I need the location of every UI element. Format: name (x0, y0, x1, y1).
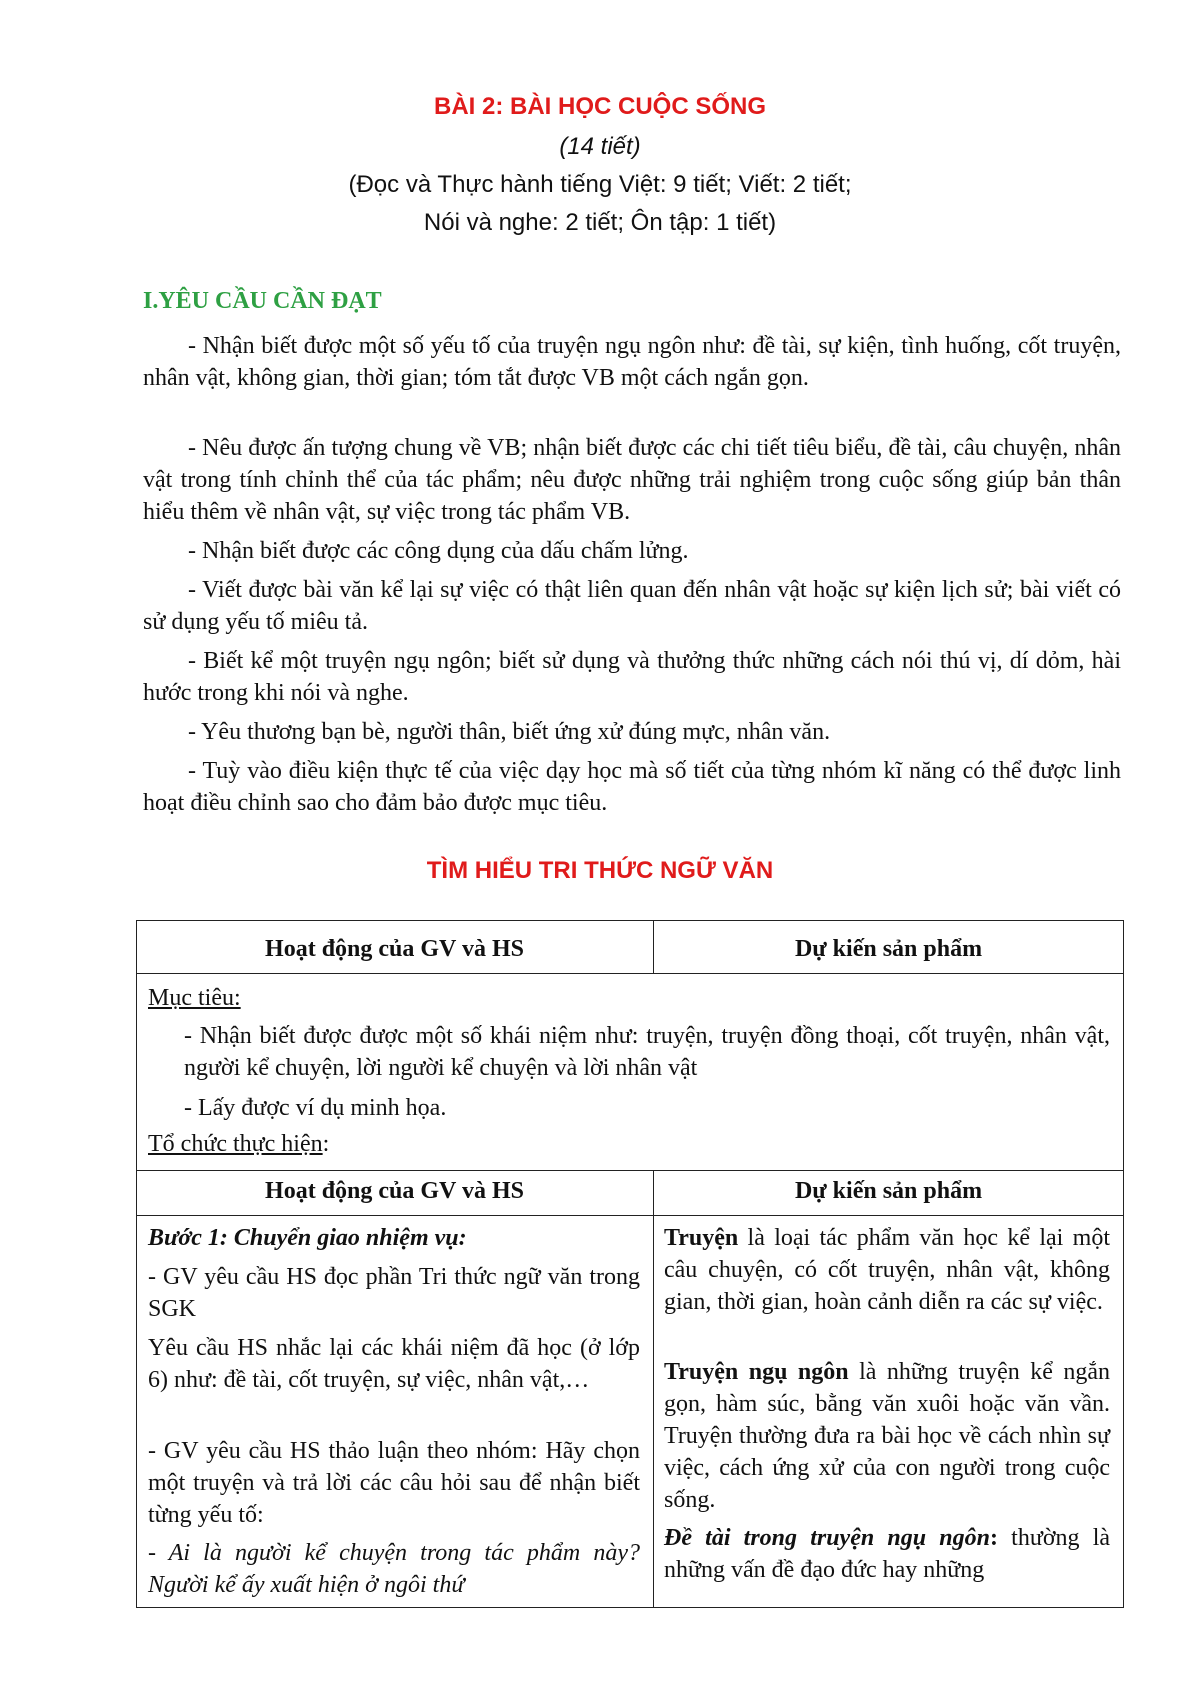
definition-text: là loại tác phẩm văn học kể lại một câu chuyện, có cốt truyện, nhân vật, không gian, thời gian, hoàn cảnh diễn ra các sự việc. (664, 1225, 1110, 1315)
col-header-activity: Hoạt động của GV và HS (265, 936, 524, 962)
definition-theme (664, 1522, 1110, 1586)
activity-question: - Ai là người kể chuyện trong tác phẩm này? Người kể ấy xuất hiện ở ngôi thứ (148, 1540, 640, 1598)
definition-text: thường là những vấn đề đạo đức hay những (664, 1525, 1111, 1583)
requirement-item: - Nhận biết được một số yếu tố của truyện ngụ ngôn như: đề tài, sự kiện, tình huống, cốt truyện, nhân vật, không gian, thời gian; tóm tắt được VB một cách ngắn gọn. (143, 333, 1121, 391)
requirement-item: - Biết kể một truyện ngụ ngôn; biết sử dụng và thưởng thức những cách nói thú vị, dí dỏm, hài hước trong khi nói và nghe. (143, 648, 1121, 706)
definition-story (664, 1222, 1110, 1318)
col-header-product: Dự kiến sản phẩm (794, 936, 983, 962)
requirement-item: - Viết được bài văn kể lại sự việc có thật liên quan đến nhân vật hoặc sự kiện lịch sử; bài viết có sử dụng yếu tố miêu tả. (143, 577, 1121, 635)
requirement-item: - Nhận biết được các công dụng của dấu chấm lửng. (188, 538, 689, 564)
lesson-periods: (14 tiết) (559, 133, 641, 160)
lesson-breakdown-line1: (Đọc và Thực hành tiếng Việt: 9 tiết; Viết: 2 tiết; (348, 171, 852, 198)
requirement-item: - Nêu được ấn tượng chung về VB; nhận biết được các chi tiết tiêu biểu, đề tài, câu chuyện, nhân vật trong tính chỉnh thể của tác phẩm; nêu được những trải nghiệm trong cuộc sống giúp bản thân hiểu thêm về nhân vật, sự việc trong tác phẩm VB. (143, 435, 1121, 525)
goal-item: - Lấy được ví dụ minh họa. (184, 1095, 447, 1121)
requirement-item: - Tuỳ vào điều kiện thực tế của việc dạy học mà số tiết của từng nhóm kĩ năng có thể được linh hoạt điều chỉnh sao cho đảm bảo được mục tiêu. (143, 758, 1121, 816)
term-theme: Đề tài trong truyện ngụ ngôn (664, 1525, 990, 1551)
col-header-product-2: Dự kiến sản phẩm (794, 1178, 983, 1204)
requirements-heading: I.YÊU CẦU CẦN ĐẠT (143, 288, 382, 314)
organization-line (148, 1128, 329, 1160)
definition-text: là những truyện kể ngắn gọn, hàm súc, bằng văn xuôi hoặc văn vần. Truyện thường đưa ra bài học về cách nhìn sự việc, cách ứng xử của con người trong cuộc sống. (664, 1359, 1110, 1513)
lesson-title: BÀI 2: BÀI HỌC CUỘC SỐNG (433, 93, 766, 120)
table-rule (136, 973, 1124, 974)
goal-label: Mục tiêu: (148, 985, 241, 1011)
organization-label: Tổ chức thực hiện (148, 1131, 323, 1157)
activity-paragraph: Yêu cầu HS nhắc lại các khái niệm đã học (ở lớp 6) như: đề tài, cốt truyện, sự việc, nhân vật,… (148, 1335, 640, 1393)
activity-paragraph: - GV yêu cầu HS thảo luận theo nhóm: Hãy chọn một truyện và trả lời các câu hỏi sau để nhận biết từng yếu tố: (148, 1438, 640, 1528)
organization-colon: : (322, 1131, 330, 1157)
goal-item: - Nhận biết được được một số khái niệm như: truyện, truyện đồng thoại, cốt truyện, nhân vật, người kể chuyện, lời người kể chuyện và lời nhân vật (184, 1023, 1110, 1081)
knowledge-heading: TÌM HIỂU TRI THỨC NGỮ VĂN (426, 857, 774, 884)
term-fable: Truyện ngụ ngôn (664, 1359, 849, 1385)
term-theme-colon: : (989, 1525, 998, 1551)
requirement-item: - Yêu thương bạn bè, người thân, biết ứng xử đúng mực, nhân văn. (188, 719, 831, 745)
step1-heading: Bước 1: Chuyển giao nhiệm vụ: (148, 1225, 467, 1251)
table-rule (136, 1170, 1124, 1171)
col-header-activity-2: Hoạt động của GV và HS (265, 1178, 524, 1204)
table-rule (136, 1215, 1124, 1216)
definition-fable (664, 1356, 1110, 1516)
term-story: Truyện (664, 1225, 739, 1251)
table-rule (653, 1170, 654, 1608)
lesson-breakdown-line2: Nói và nghe: 2 tiết; Ôn tập: 1 tiết) (423, 209, 777, 236)
activity-paragraph: - GV yêu cầu HS đọc phần Tri thức ngữ văn trong SGK (148, 1264, 640, 1322)
